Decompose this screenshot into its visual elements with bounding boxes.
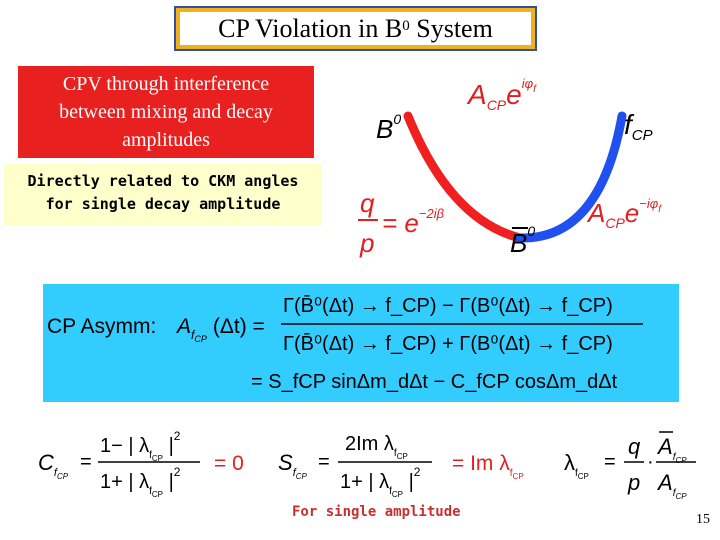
top-amplitude: $A_{CP}e^{i\varphi}f$ — [468, 76, 536, 113]
title-main: CP Violation in B — [218, 13, 403, 43]
svg-text:SfCP: $S_fCP$ — [278, 450, 307, 481]
svg-text:1+ | λfCP |2: 1+ | $\lambda_fCP$ $|^2$ — [100, 465, 181, 499]
yellow-box-line-1: Directly related to CKM angles — [27, 172, 299, 190]
svg-text:p: p — [628, 470, 641, 495]
asym-denominator: Γ(B̄⁰(Δt) → f_CP) + Γ(B⁰(Δt) → f_CP) — [283, 333, 613, 355]
b0-label: $B^0$ — [376, 111, 402, 144]
asym-expansion: = S_fCP sinΔm_dΔt − C_fCP cosΔm_dΔt — [251, 371, 618, 393]
svg-text:=: = — [604, 451, 616, 473]
svg-text:λfCP: $\lambda_fCP$ — [564, 450, 589, 481]
bbar0-label: $B^0$ — [510, 223, 536, 258]
q-over-p-den: p — [360, 228, 375, 258]
slide-title — [176, 8, 535, 49]
svg-text:1− | λfCP |2: 1− | $\lambda_fCP$ $|^2$ — [100, 429, 181, 463]
page-number: 15 — [696, 512, 710, 527]
asym-label: CP Asymm: — [47, 315, 157, 338]
fcp-label: $f_{CP}$ — [624, 109, 653, 144]
asym-lhs: $A_fCP(\Delta t)$ = — [177, 315, 265, 344]
svg-text:2Im λfCP: 2Im $\lambda_fCP$ — [345, 433, 408, 461]
red-box-line-1: CPV through interference — [62, 73, 270, 95]
svg-text:AfCP: $A_fCP$ — [658, 470, 687, 500]
title-end: System — [409, 13, 493, 43]
mixing-decay-diagram — [330, 60, 710, 270]
footer-note: For single amplitude — [292, 504, 461, 520]
q-over-p-rhs: = $e^{-2i\beta}$ — [382, 206, 445, 238]
svg-text:=: = — [318, 451, 330, 473]
svg-text:AfCP: $A_fCP$ — [658, 434, 687, 465]
asym-numerator: Γ(B̄⁰(Δt) → f_CP) − Γ(B⁰(Δt) → f_CP) — [283, 295, 613, 317]
yellow-box-line-2: for single decay amplitude — [45, 195, 281, 213]
c-formula — [38, 429, 244, 499]
title-superscript: 0 — [402, 18, 410, 34]
red-box-line-2: between mixing and decay — [59, 101, 273, 123]
svg-text:= 0: = 0 — [214, 452, 244, 475]
svg-text:= Im λfCP: = Im $\lambda_fCP$ — [452, 452, 524, 481]
svg-text:q: q — [628, 434, 641, 459]
cp-asymmetry-box — [43, 284, 679, 402]
cpv-interference-box — [18, 66, 314, 158]
svg-text:·: · — [647, 451, 654, 473]
ckm-angles-box — [4, 164, 322, 225]
svg-text:1+ | λfCP |2: 1+ | $\lambda_fCP$ $|^2$ — [340, 465, 421, 499]
svg-text:=: = — [80, 451, 92, 473]
lambda-formula — [564, 432, 696, 500]
bottom-formulas — [0, 420, 720, 500]
svg-text:CfCP: $C_fCP$ — [38, 450, 69, 481]
red-box-line-3: amplitudes — [122, 129, 210, 151]
q-over-p-num: q — [360, 188, 375, 218]
right-amplitude: $A_{CP}e^{-i\varphi}f$ — [588, 196, 662, 231]
s-formula — [278, 433, 524, 499]
